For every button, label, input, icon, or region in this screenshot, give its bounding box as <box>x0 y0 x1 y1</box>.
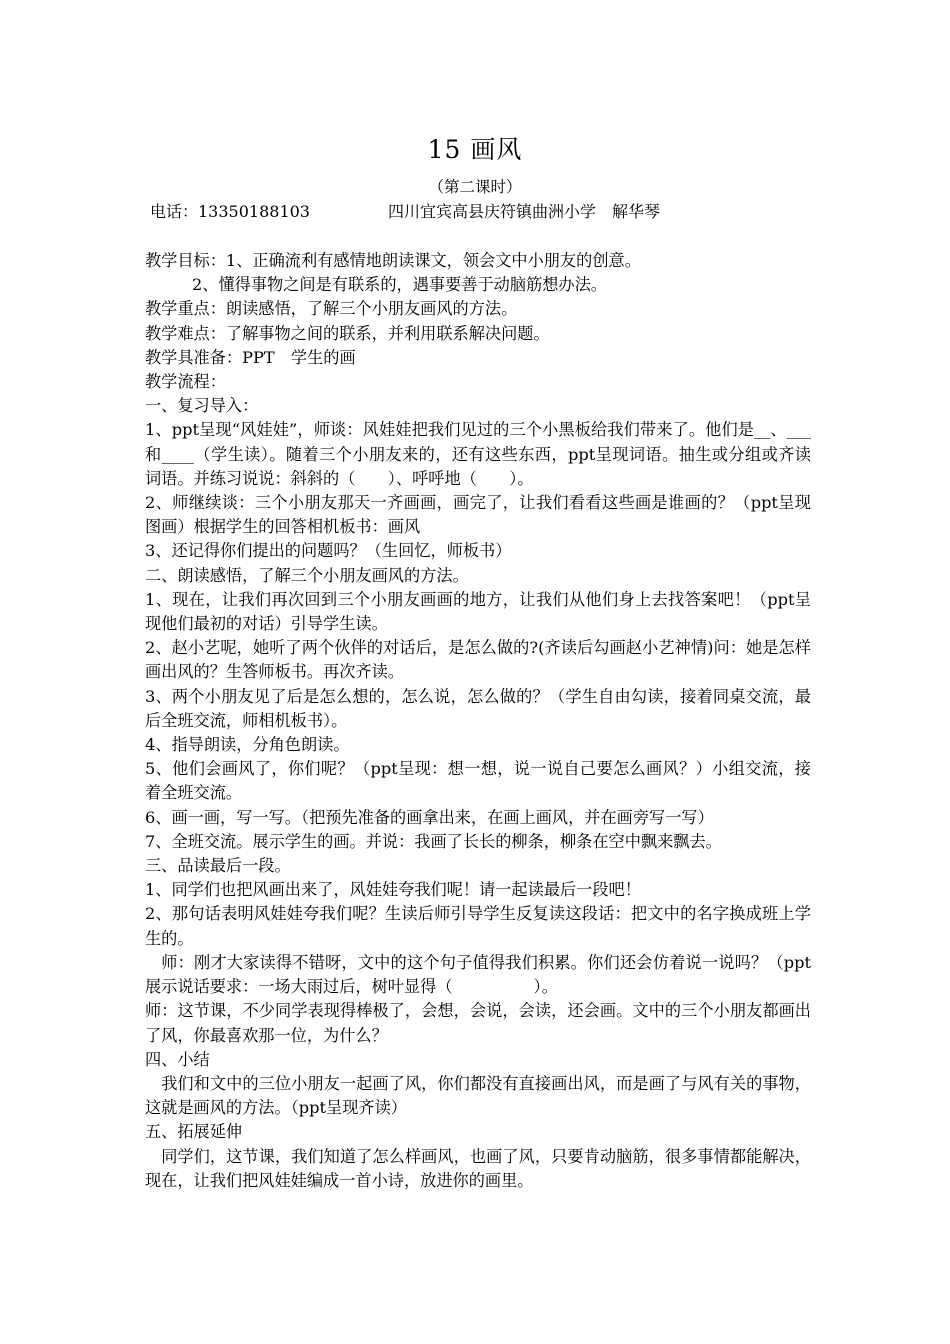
section-heading-2: 二、朗读感悟，了解三个小朋友画风的方法。 <box>145 565 469 585</box>
paragraph: 2、那句话表明风娃娃夸我们呢？生读后师引导学生反复读这段话：把文中的名字换成班上学生的。 <box>145 904 811 948</box>
paragraph: 我们和文中的三位小朋友一起画了风，你们都没有直接画出风，而是画了与风有关的事物，这就是画风的方法。（ppt呈现齐读） <box>145 1073 811 1118</box>
section-heading-4: 四、小结 <box>145 1049 210 1069</box>
paragraph: 师：刚才大家读得不错呀，文中的这个句子值得我们积累。你们还会仿着说一说吗？（ppt展示说话要求：一场大雨过后，树叶显得（ ）。 <box>145 952 811 997</box>
phone-number: 电话：13350188103 <box>150 202 310 221</box>
contact-line <box>150 201 850 223</box>
lesson-title: 15 画风 <box>427 135 523 164</box>
paragraph: 同学们，这节课，我们知道了怎么样画风，也画了风，只要肯动脑筋，很多事情都能解决，现在，让我们把风娃娃编成一首小诗，放进你的画里。 <box>145 1146 811 1190</box>
paragraph: 2、师继续谈：三个小朋友那天一齐画画，画完了，让我们看看这些画是谁画的？（ppt呈现图画）根据学生的回答相机板书：画风 <box>145 493 811 537</box>
paragraph: 1、现在，让我们再次回到三个小朋友画画的地方，让我们从他们身上去找答案吧！（ppt呈现他们最初的对话）引导学生读。 <box>145 589 811 634</box>
materials: 教学具准备：PPT 学生的画 <box>145 347 356 367</box>
paragraph: 3、两个小朋友见了后是怎么想的，怎么说，怎么做的？（学生自由勾读，接着同桌交流，最后全班交流，师相机板书）。 <box>145 686 811 730</box>
paragraph: 3、还记得你们提出的问题吗？（生回忆，师板书） <box>145 541 512 561</box>
section-heading-3: 三、品读最后一段。 <box>145 856 291 876</box>
key-point: 教学重点：朗读感悟，了解三个小朋友画风的方法。 <box>145 299 518 319</box>
paragraph: 6、画一画，写一写。（把预先准备的画拿出来，在画上画风，并在画旁写一写） <box>145 807 714 827</box>
paragraph: 师：这节课，不少同学表现得棒极了，会想，会说，会读，还会画。文中的三个小朋友都画出了风，你最喜欢那一位，为什么？ <box>145 1001 811 1045</box>
objective-1: 教学目标：1、正确流利有感情地朗读课文，领会文中小朋友的创意。 <box>145 251 641 270</box>
paragraph: 1、ppt呈现“风娃娃”，师谈：风娃娃把我们见过的三个小黑板给我们带来了。他们是__、___和____（学生读）。随着三个小朋友来的，还有这些东西，ppt呈现词语。抽生或分组或齐读词语。并练习说说：斜斜的（ ）、呼呼地（ ）。 <box>145 420 811 488</box>
difficult-point: 教学难点：了解事物之间的联系，并利用联系解决问题。 <box>145 323 550 343</box>
section-heading-1: 一、复习导入： <box>145 396 259 416</box>
objective-2: 2、懂得事物之间是有联系的，遇事要善于动脑筋想办法。 <box>191 275 607 295</box>
paragraph: 5、他们会画风了，你们呢？（ppt呈现：想一想，说一说自己要怎么画风？）小组交流，接着全班交流。 <box>145 759 811 803</box>
paragraph: 1、同学们也把风画出来了，风娃娃夸我们呢！请一起读最后一段吧！ <box>145 880 641 900</box>
lesson-subtitle: （第二课时） <box>428 178 522 196</box>
paragraph: 2、赵小艺呢，她听了两个伙伴的对话后，是怎么做的?(齐读后勾画赵小艺神情)问：她是怎样画出风的？生答师板书。再次齐读。 <box>145 638 811 682</box>
school-author: 四川宜宾高县庆符镇曲洲小学 解华琴 <box>388 202 661 221</box>
paragraph: 4、指导朗读，分角色朗读。 <box>145 735 350 755</box>
lesson-body <box>145 249 811 1193</box>
paragraph: 7、全班交流。展示学生的画。并说：我画了长长的柳条，柳条在空中飘来飘去。 <box>145 831 722 851</box>
section-heading-5: 五、拓展延伸 <box>145 1122 243 1142</box>
process-heading: 教学流程： <box>145 372 226 392</box>
